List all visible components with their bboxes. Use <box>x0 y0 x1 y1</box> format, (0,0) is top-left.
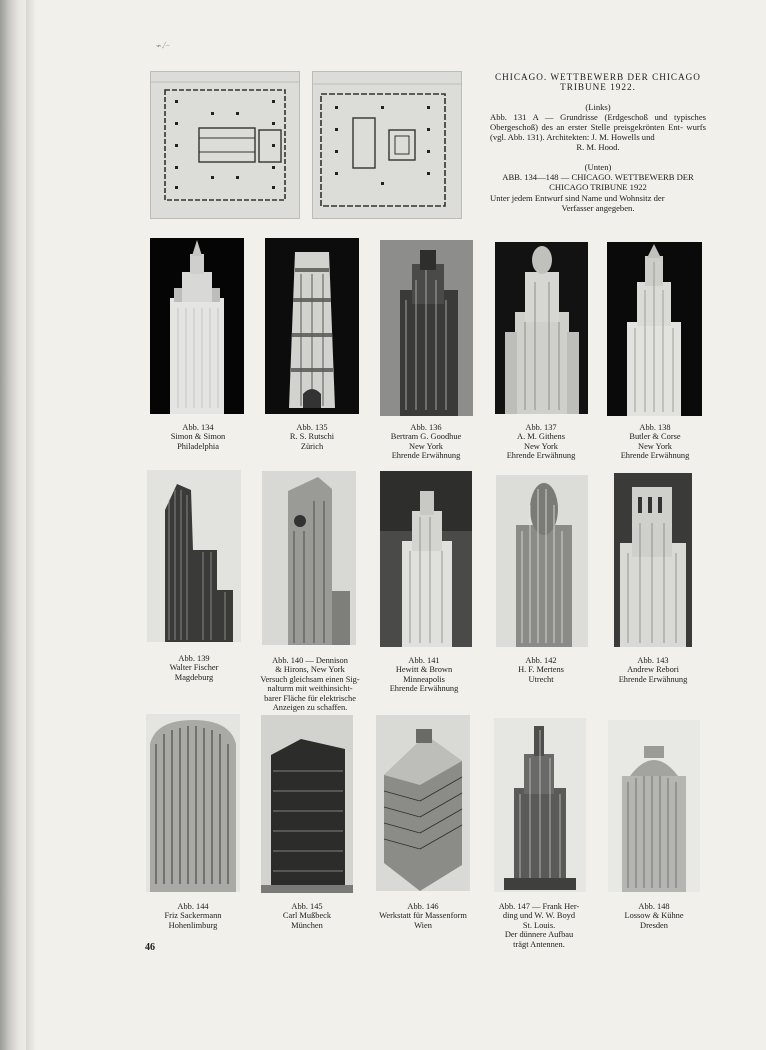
caption-line: Ehrende Erwähnung <box>620 451 690 461</box>
caption-line: Utrecht <box>528 674 554 684</box>
unten-title-line: ABB. 134—148 — CHICAGO. WETTBEWERB DER <box>502 172 694 182</box>
caption-line: Abb. 146 <box>407 902 439 911</box>
photo-abb-142 <box>496 475 588 647</box>
links-text <box>490 112 706 142</box>
caption-abb-147 <box>488 902 590 949</box>
caption-line: A. M. Githens <box>517 432 565 442</box>
caption-line: Zürich <box>300 441 324 451</box>
photo-abb-138 <box>607 242 702 416</box>
photo-abb-141 <box>380 471 472 647</box>
photo-abb-140 <box>262 471 356 645</box>
caption-abb-144 <box>145 902 241 930</box>
caption-line: Abb. 148 <box>638 902 670 911</box>
caption-abb-145 <box>260 902 354 930</box>
caption-abb-148 <box>606 902 702 930</box>
links-line: wurfs (vgl. Abb. 131). Architekten: J. M. Howells und <box>490 122 706 142</box>
caption-abb-135 <box>265 423 359 451</box>
photo-abb-136 <box>380 240 473 416</box>
caption-line: barer Fläche für elektrische <box>264 693 356 703</box>
header-title-line: TRIBUNE 1922. <box>560 82 636 92</box>
caption-line: Ehrende Erwähnung <box>618 674 688 684</box>
caption-line: ding und W. W. Boyd <box>502 911 576 921</box>
caption-line: Andrew Rebori <box>627 665 679 675</box>
caption-line: Abb. 143 <box>637 656 669 665</box>
caption-line: Abb. 138 <box>639 423 671 432</box>
caption-line: Simon & Simon <box>170 432 226 442</box>
caption-line: Versuch gleichsam einen Sig- <box>260 674 360 684</box>
photo-abb-148 <box>608 720 700 892</box>
caption-line: Der dünnere Aufbau <box>504 930 574 940</box>
caption-line: Abb. 136 <box>410 423 442 432</box>
caption-line: Ehrende Erwähnung <box>506 451 576 461</box>
caption-line: Abb. 137 <box>525 423 557 432</box>
caption-abb-140 <box>257 656 363 712</box>
caption-line: Walter Fischer <box>169 663 219 673</box>
caption-line: Bertram G. Goodhue <box>390 432 462 442</box>
caption-line: Abb. 144 <box>177 902 209 911</box>
photo-abb-134 <box>150 238 244 414</box>
caption-abb-139 <box>148 654 240 682</box>
photo-abb-144 <box>146 714 240 892</box>
caption-line: New York <box>638 441 672 451</box>
book-spine <box>0 0 26 1050</box>
caption-line: H. F. Mertens <box>518 665 564 675</box>
caption-abb-146 <box>368 902 478 930</box>
caption-line: Hewitt & Brown <box>395 665 453 675</box>
unten-line: Verfasser angegeben. <box>561 203 635 213</box>
links-line: Abb. 131 A — Grundrisse (Erdgeschoß und typisches <box>490 112 706 122</box>
caption-line: trägt Antennen. <box>513 939 565 949</box>
links-line: Obergeschoß) des an erster Stelle preisgekrönten Ent- <box>490 122 683 132</box>
caption-line: Abb. 140 — Dennison <box>272 656 348 665</box>
caption-line: Wien <box>414 920 432 930</box>
header-block <box>490 72 706 213</box>
caption-line: Abb. 141 <box>408 656 440 665</box>
unten-label: (Unten) <box>584 162 612 172</box>
caption-line: Abb. 134 <box>182 423 214 432</box>
caption-abb-143 <box>606 656 700 684</box>
caption-abb-138 <box>608 423 702 461</box>
caption-line: St. Louis. <box>522 920 556 930</box>
photo-abb-137 <box>495 242 588 414</box>
links-line: R. M. Hood. <box>576 142 620 152</box>
caption-line: Abb. 147 — Frank Her- <box>498 902 580 911</box>
caption-line: nalturm mit weithinsicht- <box>267 684 353 694</box>
links-label: (Links) <box>585 102 611 112</box>
caption-line: Carl Mußbeck <box>282 911 332 921</box>
caption-line: Anzeigen zu schaffen. <box>272 703 348 713</box>
caption-line: Minneapolis <box>403 674 445 684</box>
page-number: 46 <box>145 942 155 953</box>
unten-text <box>490 193 706 203</box>
unten-title-line: CHICAGO TRIBUNE 1922 <box>549 182 647 192</box>
pencil-mark: ⌁.⁄₋ <box>155 39 171 51</box>
floor-plan-upper <box>312 71 462 219</box>
caption-abb-141 <box>376 656 472 694</box>
caption-abb-137 <box>494 423 588 461</box>
header-title-line: CHICAGO. WETTBEWERB DER CHICAGO <box>495 72 701 82</box>
caption-line: Ehrende Erwähnung <box>391 451 461 461</box>
caption-abb-136 <box>378 423 474 461</box>
caption-line: Hohenlimburg <box>168 920 218 930</box>
photo-abb-146 <box>376 715 470 891</box>
caption-line: New York <box>524 441 558 451</box>
caption-line: Philadelphia <box>177 441 219 451</box>
caption-line: Werkstatt für Massenform <box>379 911 467 921</box>
caption-line: Ehrende Erwähnung <box>389 684 459 694</box>
photo-abb-143 <box>614 473 692 647</box>
photo-abb-145 <box>261 715 353 893</box>
caption-line: München <box>291 920 323 930</box>
floor-plan-ground <box>150 71 300 219</box>
caption-line: Magdeburg <box>174 672 214 682</box>
page-gutter <box>26 0 36 1050</box>
caption-abb-134 <box>152 423 244 451</box>
caption-line: Abb. 142 <box>525 656 557 665</box>
caption-line: Lossow & Kühne <box>624 911 684 921</box>
photo-abb-147 <box>494 718 586 892</box>
header-title <box>490 72 706 92</box>
unten-line: Unter jedem Entwurf sind Name und Wohnsitz der <box>490 193 665 203</box>
photo-abb-139 <box>147 470 241 642</box>
caption-abb-142 <box>494 656 588 684</box>
photo-abb-135 <box>265 238 359 414</box>
caption-line: Friz Sackermann <box>164 911 222 921</box>
caption-line: Abb. 139 <box>178 654 210 663</box>
caption-line: New York <box>409 441 443 451</box>
caption-line: Dresden <box>640 920 668 930</box>
caption-line: R. S. Rutschi <box>289 432 335 442</box>
caption-line: & Hirons, New York <box>275 665 345 675</box>
caption-line: Abb. 135 <box>296 423 328 432</box>
caption-line: Butler & Corse <box>629 432 681 442</box>
caption-line: Abb. 145 <box>291 902 323 911</box>
